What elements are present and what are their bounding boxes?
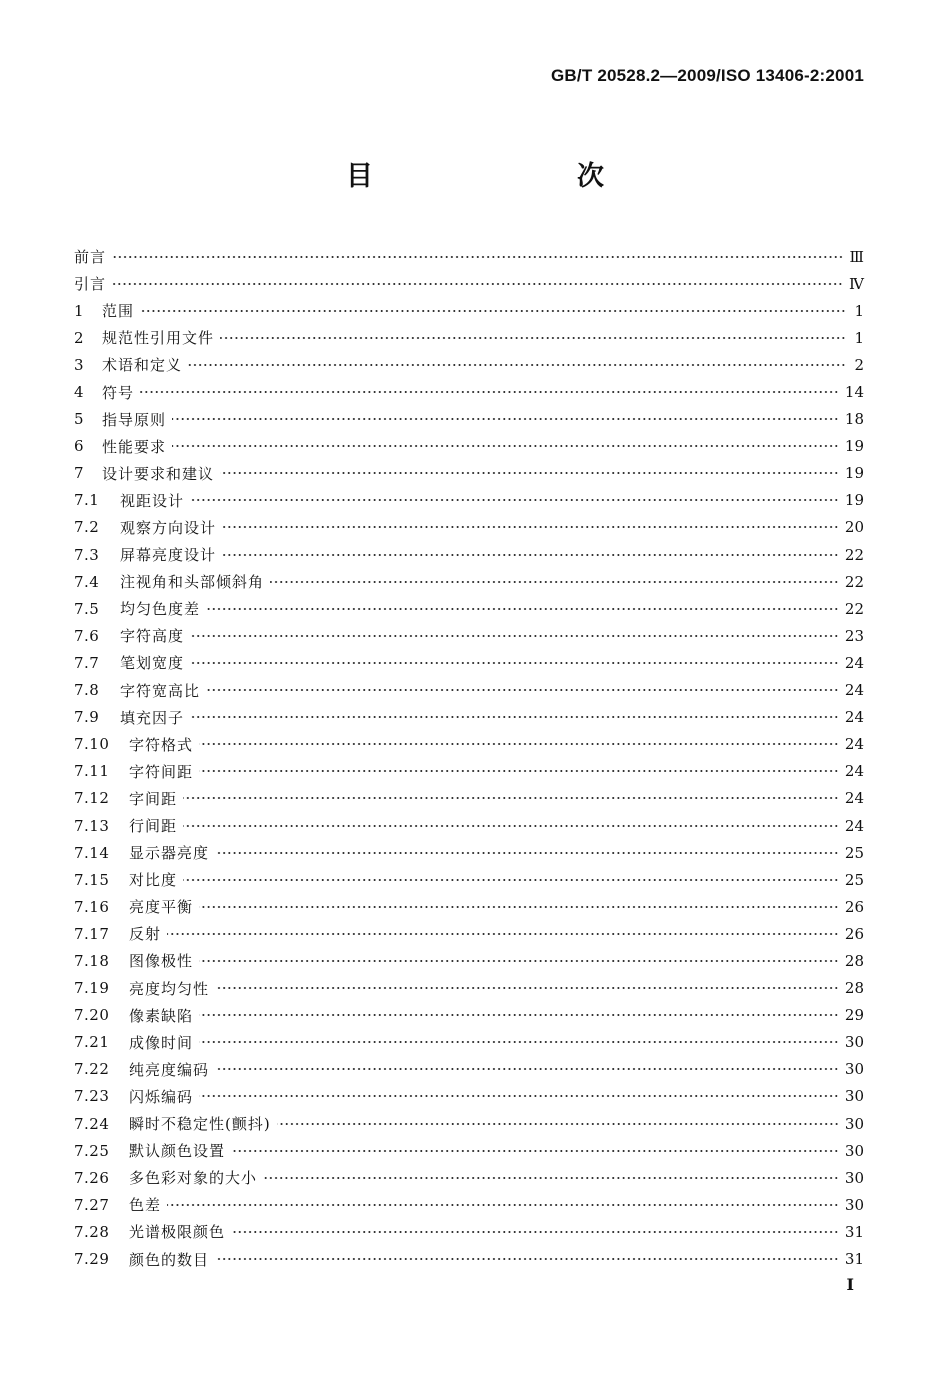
toc-entry-page: 24 xyxy=(844,653,864,672)
toc-entry-number: 7.29 xyxy=(74,1250,110,1269)
toc-entry-number: 7.17 xyxy=(74,924,110,943)
toc-entry-page: 22 xyxy=(844,545,864,564)
toc-entry-title: 默认颜色设置 xyxy=(129,1142,226,1161)
toc-entry-number: 7.18 xyxy=(74,951,110,970)
toc-entry-number: 7.13 xyxy=(74,816,110,835)
dot-leader xyxy=(231,1228,839,1236)
toc-list xyxy=(74,243,864,1273)
dot-leader xyxy=(231,1147,839,1155)
toc-entry-page: 24 xyxy=(844,708,864,727)
toc-entry-title: 术语和定义 xyxy=(102,356,183,375)
dot-leader xyxy=(199,1011,839,1019)
page-title: 目 次 xyxy=(346,161,654,192)
toc-entry[interactable] xyxy=(74,351,864,378)
toc-entry-number: 3 xyxy=(74,355,85,374)
toc-entry-number: 4 xyxy=(74,383,85,402)
dot-leader xyxy=(215,849,839,857)
dot-leader xyxy=(190,713,839,721)
toc-entry[interactable] xyxy=(74,947,864,974)
toc-entry-page: 24 xyxy=(844,735,864,754)
toc-entry-page: 23 xyxy=(844,626,864,645)
toc-entry-title: 闪烁编码 xyxy=(129,1087,194,1106)
toc-entry-page: 22 xyxy=(844,572,864,591)
toc-entry-title: 字符宽高比 xyxy=(120,681,201,700)
toc-entry-title: 规范性引用文件 xyxy=(102,329,215,348)
toc-entry-page: 29 xyxy=(844,1006,864,1025)
toc-entry-title: 前言 xyxy=(74,248,107,267)
toc-entry-title: 性能要求 xyxy=(102,437,167,456)
toc-entry-number: 7 xyxy=(74,464,85,483)
toc-entry-title: 符号 xyxy=(102,383,135,402)
toc-entry-page: 26 xyxy=(844,924,864,943)
toc-entry[interactable] xyxy=(74,595,864,622)
dot-leader xyxy=(167,1201,839,1209)
dot-leader xyxy=(183,876,839,884)
toc-entry-page: 26 xyxy=(844,897,864,916)
toc-entry-page: 1 xyxy=(854,328,864,347)
toc-entry-page: 30 xyxy=(844,1141,864,1160)
toc-entry-number: 7.20 xyxy=(74,1006,110,1025)
toc-entry-page: 30 xyxy=(844,1087,864,1106)
toc-entry-page: 31 xyxy=(844,1250,864,1269)
dot-leader xyxy=(199,767,839,775)
toc-entry-page: 19 xyxy=(844,464,864,483)
toc-entry[interactable] xyxy=(74,731,864,758)
toc-entry-number: 7.21 xyxy=(74,1033,110,1052)
toc-entry-page: 30 xyxy=(844,1168,864,1187)
toc-entry-page: 25 xyxy=(844,843,864,862)
toc-entry-page: 2 xyxy=(854,355,864,374)
toc-entry-title: 注视角和头部倾斜角 xyxy=(120,573,265,592)
toc-entry[interactable] xyxy=(74,920,864,947)
toc-entry[interactable] xyxy=(74,378,864,405)
toc-entry-number: 7.12 xyxy=(74,789,110,808)
toc-entry-number: 7.22 xyxy=(74,1060,110,1079)
toc-entry-title: 亮度平衡 xyxy=(129,898,194,917)
dot-leader xyxy=(206,686,839,694)
dot-leader xyxy=(199,957,839,965)
toc-entry[interactable] xyxy=(74,568,864,595)
toc-entry-title: 视距设计 xyxy=(120,491,185,510)
toc-entry-number: 7.5 xyxy=(74,599,100,618)
toc-entry-page: 14 xyxy=(844,383,864,402)
dot-leader xyxy=(183,794,839,802)
toc-entry-title: 字符间距 xyxy=(129,762,194,781)
toc-entry-title: 笔划宽度 xyxy=(120,654,185,673)
toc-entry-page: 18 xyxy=(844,410,864,429)
toc-entry-number: 7.25 xyxy=(74,1141,110,1160)
toc-entry-page: 28 xyxy=(844,951,864,970)
toc-entry-number: 7.4 xyxy=(74,572,100,591)
dot-leader xyxy=(188,361,846,369)
toc-entry-number: 7.14 xyxy=(74,843,110,862)
toc-entry-number: 7.23 xyxy=(74,1087,110,1106)
dot-leader xyxy=(220,334,846,342)
toc-entry-title: 观察方向设计 xyxy=(120,518,217,537)
dot-leader xyxy=(199,1038,839,1046)
toc-entry[interactable] xyxy=(74,514,864,541)
toc-entry-page: 25 xyxy=(844,870,864,889)
toc-entry-title: 亮度均匀性 xyxy=(129,979,210,998)
toc-entry-title: 行间距 xyxy=(129,817,178,836)
toc-entry-page: 30 xyxy=(844,1060,864,1079)
toc-entry[interactable] xyxy=(74,1245,864,1272)
dot-leader xyxy=(270,578,839,586)
toc-entry-number: 7.10 xyxy=(74,735,110,754)
toc-entry-title: 瞬时不稳定性(颤抖) xyxy=(129,1115,271,1134)
toc-entry-page: 30 xyxy=(844,1114,864,1133)
toc-entry-page: Ⅳ xyxy=(849,274,864,293)
toc-entry[interactable] xyxy=(74,975,864,1002)
toc-entry-title: 反射 xyxy=(129,925,162,944)
toc-entry[interactable] xyxy=(74,893,864,920)
toc-entry[interactable] xyxy=(74,487,864,514)
toc-entry-page: 24 xyxy=(844,681,864,700)
toc-entry[interactable] xyxy=(74,758,864,785)
toc-entry-title: 字符高度 xyxy=(120,627,185,646)
toc-entry-page: 30 xyxy=(844,1195,864,1214)
dot-leader xyxy=(112,280,843,288)
dot-leader xyxy=(206,605,839,613)
dot-leader xyxy=(222,523,839,531)
toc-entry[interactable] xyxy=(74,1110,864,1137)
toc-entry-page: 1 xyxy=(854,301,864,320)
toc-entry-page: 19 xyxy=(844,437,864,456)
toc-entry-number: 7.24 xyxy=(74,1114,110,1133)
toc-entry-number: 5 xyxy=(74,410,85,429)
toc-entry-number: 7.27 xyxy=(74,1195,110,1214)
dot-leader xyxy=(112,253,844,261)
toc-entry-number: 7.2 xyxy=(74,518,100,537)
toc-entry-title: 对比度 xyxy=(129,871,178,890)
toc-entry[interactable] xyxy=(74,541,864,568)
dot-leader xyxy=(199,740,839,748)
dot-leader xyxy=(183,822,839,830)
toc-entry[interactable] xyxy=(74,1083,864,1110)
toc-entry-title: 字间距 xyxy=(129,789,178,808)
dot-leader xyxy=(199,903,839,911)
toc-entry[interactable] xyxy=(74,460,864,487)
toc-entry-number: 7.19 xyxy=(74,979,110,998)
toc-entry-title: 范围 xyxy=(102,302,135,321)
toc-entry-title: 填充因子 xyxy=(120,708,185,727)
toc-entry[interactable] xyxy=(74,243,864,270)
dot-leader xyxy=(215,984,839,992)
toc-entry-title: 显示器亮度 xyxy=(129,844,210,863)
toc-entry-number: 7.8 xyxy=(74,681,100,700)
dot-leader xyxy=(190,632,839,640)
toc-entry-page: 24 xyxy=(844,789,864,808)
dot-leader xyxy=(190,496,839,504)
toc-entry[interactable] xyxy=(74,1056,864,1083)
toc-entry-page: 24 xyxy=(844,816,864,835)
toc-entry-title: 纯亮度编码 xyxy=(129,1060,210,1079)
toc-entry-number: 7.28 xyxy=(74,1222,110,1241)
dot-leader xyxy=(167,930,839,938)
toc-entry-title: 颜色的数目 xyxy=(129,1250,210,1269)
toc-entry-page: 31 xyxy=(844,1222,864,1241)
page-number: I xyxy=(846,1275,854,1294)
dot-leader xyxy=(277,1120,839,1128)
toc-entry-title: 均匀色度差 xyxy=(120,600,201,619)
toc-entry-number: 7.9 xyxy=(74,708,100,727)
toc-entry-number: 7.1 xyxy=(74,491,100,510)
toc-entry-page: 22 xyxy=(844,599,864,618)
toc-entry-page: 20 xyxy=(844,518,864,537)
toc-entry[interactable] xyxy=(74,812,864,839)
toc-entry-title: 色差 xyxy=(129,1196,162,1215)
toc-entry-title: 成像时间 xyxy=(129,1033,194,1052)
toc-entry[interactable] xyxy=(74,1002,864,1029)
toc-entry[interactable] xyxy=(74,1218,864,1245)
toc-entry-number: 7.26 xyxy=(74,1168,110,1187)
toc-entry-number: 1 xyxy=(74,301,85,320)
toc-entry-page: 24 xyxy=(844,762,864,781)
toc-entry[interactable] xyxy=(74,649,864,676)
toc-entry-number: 6 xyxy=(74,437,85,456)
toc-entry[interactable] xyxy=(74,866,864,893)
toc-entry[interactable] xyxy=(74,704,864,731)
toc-entry-page: Ⅲ xyxy=(849,247,864,266)
dot-leader xyxy=(263,1174,839,1182)
toc-entry[interactable] xyxy=(74,1029,864,1056)
toc-entry-title: 多色彩对象的大小 xyxy=(129,1169,258,1188)
toc-entry-number: 7.15 xyxy=(74,870,110,889)
toc-entry[interactable] xyxy=(74,622,864,649)
toc-entry-page: 30 xyxy=(844,1033,864,1052)
toc-entry-page: 28 xyxy=(844,979,864,998)
dot-leader xyxy=(215,1065,839,1073)
dot-leader xyxy=(140,307,846,315)
toc-entry-title: 指导原则 xyxy=(102,410,167,429)
toc-entry[interactable] xyxy=(74,406,864,433)
dot-leader xyxy=(172,442,839,450)
toc-entry[interactable] xyxy=(74,1191,864,1218)
toc-entry-number: 7.11 xyxy=(74,762,110,781)
dot-leader xyxy=(222,551,839,559)
toc-entry-title: 字符格式 xyxy=(129,735,194,754)
toc-entry-number: 7.6 xyxy=(74,626,100,645)
toc-entry[interactable] xyxy=(74,1164,864,1191)
toc-entry[interactable] xyxy=(74,270,864,297)
toc-entry-number: 7.16 xyxy=(74,897,110,916)
toc-entry-number: 2 xyxy=(74,328,85,347)
toc-entry-title: 引言 xyxy=(74,275,107,294)
toc-entry[interactable] xyxy=(74,433,864,460)
dot-leader xyxy=(199,1092,839,1100)
toc-entry-title: 像素缺陷 xyxy=(129,1006,194,1025)
toc-entry[interactable] xyxy=(74,297,864,324)
toc-entry-number: 7.7 xyxy=(74,653,100,672)
toc-entry-title: 光谱极限颜色 xyxy=(129,1223,226,1242)
dot-leader xyxy=(190,659,839,667)
dot-leader xyxy=(215,1255,839,1263)
toc-entry-title: 屏幕亮度设计 xyxy=(120,546,217,565)
dot-leader xyxy=(140,388,839,396)
toc-entry-title: 图像极性 xyxy=(129,952,194,971)
toc-entry[interactable] xyxy=(74,839,864,866)
dot-leader xyxy=(220,469,839,477)
dot-leader xyxy=(172,415,839,423)
toc-entry-number: 7.3 xyxy=(74,545,100,564)
toc-entry[interactable] xyxy=(74,677,864,704)
toc-entry-title: 设计要求和建议 xyxy=(102,464,215,483)
toc-entry-page: 19 xyxy=(844,491,864,510)
toc-entry[interactable] xyxy=(74,1137,864,1164)
toc-entry[interactable] xyxy=(74,324,864,351)
toc-entry[interactable] xyxy=(74,785,864,812)
standard-number: GB/T 20528.2—2009/ISO 13406-2:2001 xyxy=(551,66,864,85)
